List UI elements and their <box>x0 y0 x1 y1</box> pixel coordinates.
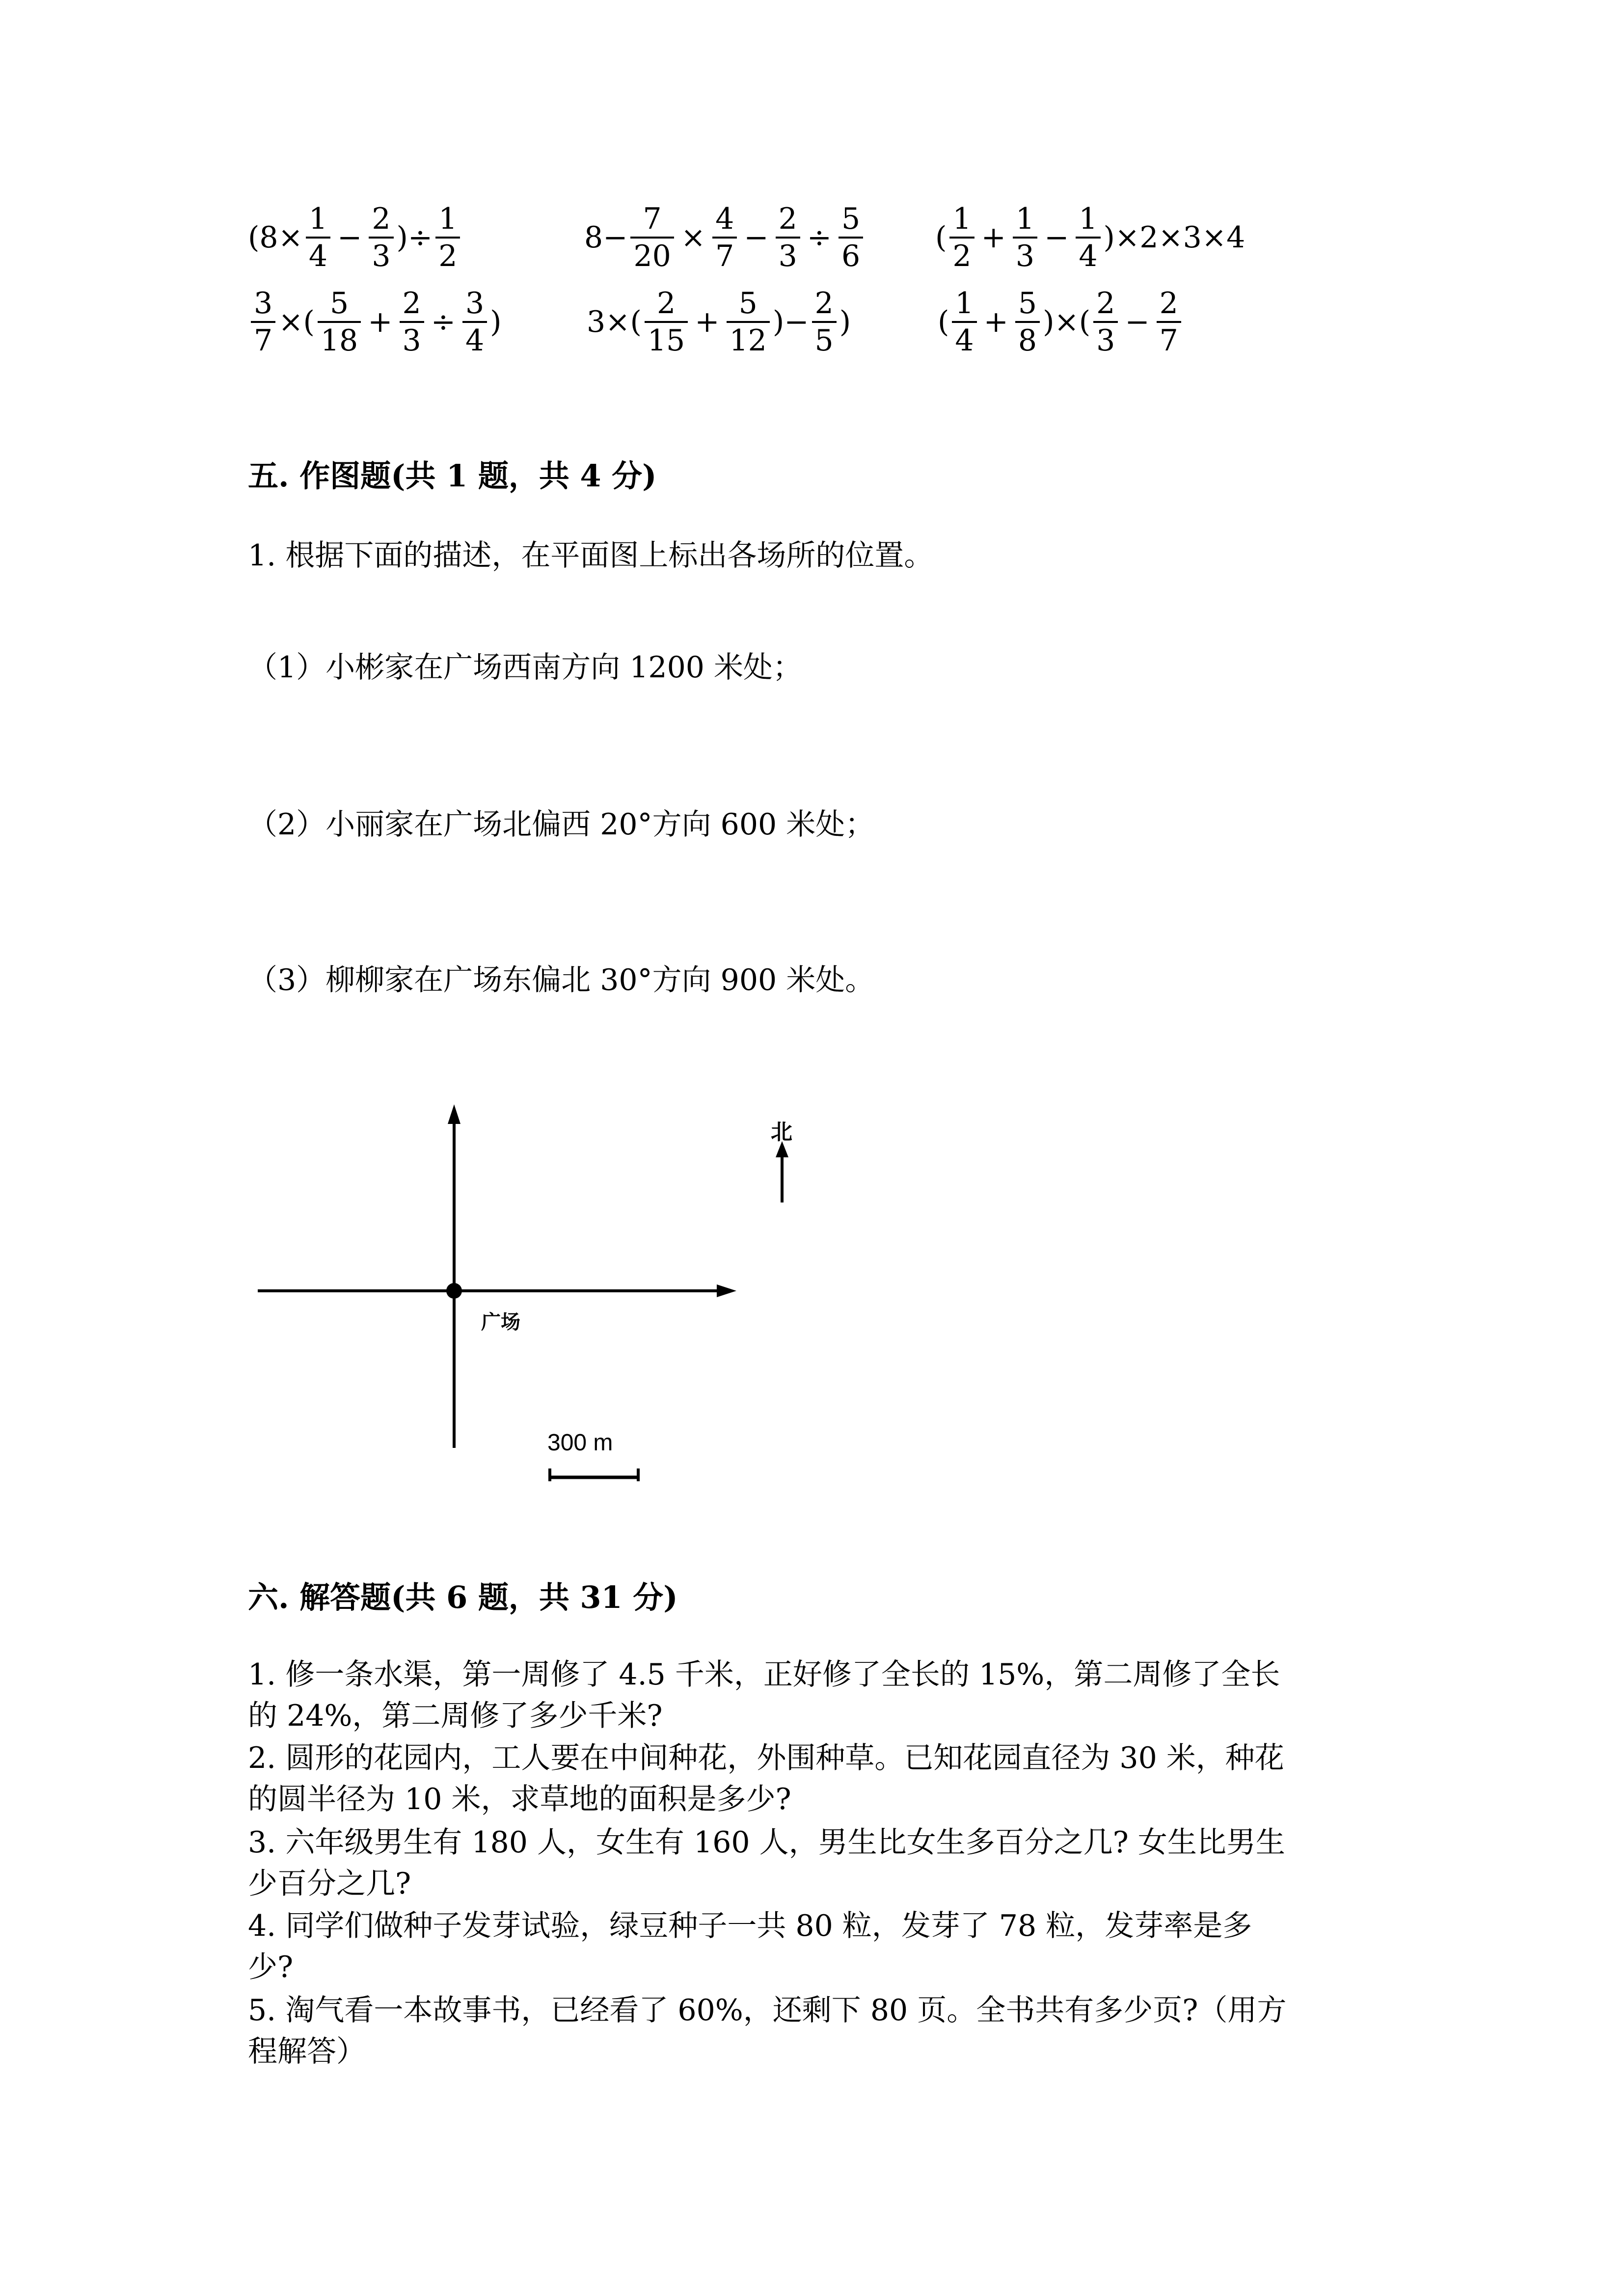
expression-3 <box>935 201 1245 274</box>
section5-heading: 五. 作图题(共 1 题，共 4 分) <box>248 458 657 494</box>
section5-item-2: （2）小丽家在广场北偏西 20°方向 600 米处； <box>248 807 875 842</box>
fraction: $\frac{3}{7}$ <box>251 286 275 358</box>
operator: − <box>337 220 362 255</box>
operator: + <box>368 305 393 339</box>
location-diagram <box>245 1104 835 1497</box>
scale-label: 300 m <box>547 1430 613 1456</box>
q3-line-1: 3. 六年级男生有 180 人，女生有 160 人，男生比女生多百分之几? 女生比男生 <box>248 1825 1285 1860</box>
north-label: 北 <box>771 1120 792 1145</box>
fraction: $\frac{2}{3}$ <box>400 286 424 358</box>
expr-text: ) <box>490 305 502 339</box>
q1-line-2: 的 24%，第二周修了多少千米? <box>248 1699 663 1733</box>
operator: ×( <box>278 305 315 339</box>
expr-text: )÷ <box>396 220 433 255</box>
fraction: $\frac{2}{3}$ <box>369 201 393 274</box>
fraction: $\frac{2}{5}$ <box>812 286 837 358</box>
fraction: $\frac{5}{8}$ <box>1015 286 1040 358</box>
section5-question: 1. 根据下面的描述，在平面图上标出各场所的位置。 <box>248 538 934 573</box>
horizontal-axis-arrow <box>717 1284 736 1297</box>
fraction: $\frac{7}{20}$ <box>630 201 674 274</box>
section6-heading: 六. 解答题(共 6 题，共 31 分) <box>248 1579 678 1615</box>
fraction: $\frac{1}{2}$ <box>949 201 974 274</box>
expr-text: ( <box>935 220 947 255</box>
expr-text: 8− <box>584 220 628 255</box>
fraction: $\frac{5}{6}$ <box>839 201 863 274</box>
fraction: $\frac{2}{3}$ <box>776 201 800 274</box>
q1-line-1: 1. 修一条水渠，第一周修了 4.5 千米，正好修了全长的 15%，第二周修了全长 <box>248 1657 1280 1692</box>
operator: + <box>695 305 720 339</box>
plaza-label: 广场 <box>481 1311 520 1334</box>
expr-text: )×2×3×4 <box>1103 220 1245 255</box>
q3-line-2: 少百分之几? <box>248 1867 411 1901</box>
q4-line-2: 少? <box>248 1950 294 1984</box>
fraction: $\frac{2}{3}$ <box>1093 286 1118 358</box>
operator: )×( <box>1043 305 1091 339</box>
fraction: $\frac{1}{2}$ <box>435 201 460 274</box>
q2-line-2: 的圆半径为 10 米，求草地的面积是多少? <box>248 1782 791 1816</box>
expr-text: ) <box>839 305 851 339</box>
expression-4 <box>248 286 502 358</box>
q5-line-2: 程解答） <box>248 2034 366 2069</box>
q4-line-1: 4. 同学们做种子发芽试验，绿豆种子一共 80 粒，发芽了 78 粒，发芽率是多 <box>248 1909 1252 1943</box>
operator: × <box>680 220 706 255</box>
operator: + <box>983 305 1008 339</box>
vertical-axis-arrow <box>448 1104 460 1124</box>
fraction: $\frac{1}{4}$ <box>1076 201 1100 274</box>
operator: + <box>981 220 1006 255</box>
fraction: $\frac{1}{4}$ <box>952 286 976 358</box>
fraction: $\frac{2}{15}$ <box>645 286 688 358</box>
expression-5 <box>587 286 851 358</box>
q5-line-1: 5. 淘气看一本故事书，已经看了 60%，还剩下 80 页。全书共有多少页?（用方 <box>248 1993 1287 2028</box>
operator: ÷ <box>431 305 456 339</box>
plaza-dot <box>446 1283 462 1299</box>
operator: − <box>1044 220 1069 255</box>
operator: ÷ <box>807 220 832 255</box>
expression-2 <box>584 201 866 274</box>
expression-1 <box>248 201 463 274</box>
expression-6 <box>938 286 1184 358</box>
fraction: $\frac{3}{4}$ <box>462 286 487 358</box>
fraction: $\frac{1}{4}$ <box>306 201 330 274</box>
expr-text: ( <box>938 305 949 339</box>
section5-item-3: （3）柳柳家在广场东偏北 30°方向 900 米处。 <box>248 963 875 997</box>
fraction: $\frac{2}{7}$ <box>1157 286 1181 358</box>
operator: )− <box>772 305 809 339</box>
fraction: $\frac{5}{18}$ <box>318 286 361 358</box>
q2-line-1: 2. 圆形的花园内，工人要在中间种花，外围种草。已知花园直径为 30 米，种花 <box>248 1741 1284 1775</box>
expr-text: 3×( <box>587 305 642 339</box>
expr-text: (8× <box>248 220 303 255</box>
fraction: $\frac{4}{7}$ <box>712 201 737 274</box>
fraction: $\frac{1}{3}$ <box>1013 201 1037 274</box>
section5-item-1: （1）小彬家在广场西南方向 1200 米处； <box>248 650 803 685</box>
fraction: $\frac{5}{12}$ <box>727 286 770 358</box>
operator: − <box>1125 305 1150 339</box>
operator: − <box>744 220 769 255</box>
